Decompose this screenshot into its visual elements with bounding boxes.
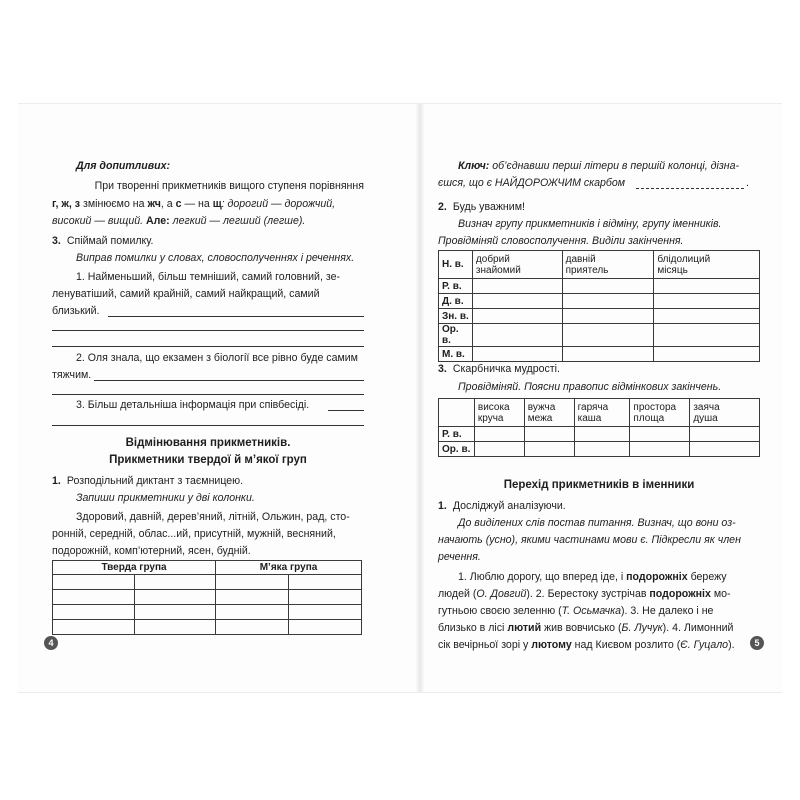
passage-line-2: людей (О. Довгий). 2. Берестоку зустрічав подорожніх мо- bbox=[438, 588, 731, 600]
answer-line[interactable] bbox=[52, 346, 364, 347]
key-line-2: єшся, що є НАЙДОРОЖЧИМ скарбом bbox=[438, 177, 626, 189]
column-header: вужча межа bbox=[524, 399, 574, 427]
groups-table bbox=[52, 560, 362, 635]
table-cell[interactable] bbox=[134, 605, 216, 620]
row-header: Зн. в. bbox=[439, 309, 473, 324]
row-header: М. в. bbox=[439, 347, 473, 362]
key-line-1: Ключ: об’єднавши перші літери в першій колонці, дізна- bbox=[458, 160, 740, 172]
table-cell[interactable] bbox=[574, 442, 630, 457]
header-hard-group: Тверда група bbox=[53, 561, 216, 575]
book-gutter bbox=[415, 104, 425, 692]
row-header: Ор. в. bbox=[439, 442, 475, 457]
ex3-item2-line1: 2. Оля знала, що екзамен з біології все рівно буде самим bbox=[76, 352, 358, 364]
table-cell[interactable] bbox=[472, 324, 562, 347]
section-title-line-1: Відмінювання прикметників. bbox=[125, 437, 291, 449]
curious-text-line-1: При творенні прикметників вищого ступеня порівняння bbox=[94, 180, 364, 192]
ex1-heading: 1. Розподільний диктант з таємницею. bbox=[52, 475, 244, 487]
table-cell[interactable] bbox=[562, 309, 654, 324]
table-cell[interactable] bbox=[53, 620, 135, 635]
ex3-heading: 3. Скарбничка мудрості. bbox=[438, 363, 560, 375]
passage-line-4: близько в лісі лютий жив вовчисько (Б. Лучук). 4. Лимонний bbox=[438, 622, 734, 634]
section-title-line-2: Прикметники твердої й м’якої груп bbox=[109, 454, 307, 466]
table-cell[interactable] bbox=[654, 324, 760, 347]
row-header: Р. в. bbox=[439, 279, 473, 294]
left-page bbox=[48, 104, 364, 692]
table-cell[interactable] bbox=[524, 427, 574, 442]
ex3-heading: 3. Спіймай помилку. bbox=[52, 235, 154, 247]
ex1-heading: 1. Досліджуй аналізуючи. bbox=[438, 500, 566, 512]
table-cell[interactable] bbox=[654, 294, 760, 309]
table-cell[interactable] bbox=[289, 590, 362, 605]
ex2-heading: 2. Будь уважним! bbox=[438, 201, 525, 213]
answer-line[interactable] bbox=[328, 410, 364, 411]
table-cell[interactable] bbox=[216, 590, 289, 605]
ex3-item1-line3: близький. bbox=[52, 305, 100, 317]
ex1-words-line1: Здоровий, давній, дерев’яний, літній, Ольжин, рад, сто- bbox=[76, 511, 350, 523]
passage-line-3: гутньою своєю зеленню (Т. Осьмачка). 3. Не далеко і не bbox=[438, 605, 714, 617]
table-cell[interactable] bbox=[289, 620, 362, 635]
column-header: висока круча bbox=[474, 399, 524, 427]
table-cell[interactable] bbox=[472, 309, 562, 324]
table-cell[interactable] bbox=[289, 605, 362, 620]
answer-line[interactable] bbox=[108, 316, 364, 317]
table-cell[interactable] bbox=[474, 427, 524, 442]
column-header: блідолиций місяць bbox=[654, 251, 760, 279]
table-cell[interactable] bbox=[472, 279, 562, 294]
ex3-item1-line1: 1. Найменьший, більш темніший, самий головний, зе- bbox=[76, 271, 340, 283]
table-cell[interactable] bbox=[216, 575, 289, 590]
table-cell[interactable] bbox=[134, 620, 216, 635]
section-title: Перехід прикметників в іменники bbox=[503, 479, 695, 491]
table-cell[interactable] bbox=[134, 575, 216, 590]
table-cell[interactable] bbox=[472, 294, 562, 309]
ex1-instruction-3: речення. bbox=[438, 551, 481, 563]
column-header: простора площа bbox=[630, 399, 690, 427]
ex1-words-line2: ронній, середній, облас...ий, присутній, мужній, весняний, bbox=[52, 528, 336, 540]
page-number-badge: 4 bbox=[44, 636, 58, 650]
declension-table bbox=[438, 250, 760, 362]
table-cell[interactable] bbox=[630, 442, 690, 457]
table-cell[interactable] bbox=[690, 427, 760, 442]
table-cell[interactable] bbox=[289, 575, 362, 590]
table-cell[interactable] bbox=[562, 324, 654, 347]
table-cell[interactable] bbox=[53, 590, 135, 605]
ex3-item1-line2: ленуватіший, самий крайній, самий найкращий, самий bbox=[52, 288, 320, 300]
ex3-item3: 3. Більш детальніша інформація при співбесіді. bbox=[76, 399, 310, 411]
column-header: добрий знайомий bbox=[472, 251, 562, 279]
table-cell[interactable] bbox=[53, 605, 135, 620]
ex3-item2-line2: тяжчим. bbox=[52, 369, 92, 381]
ex3-instruction: Провідміняй. Поясни правопис відмінкових закінчень. bbox=[458, 381, 722, 393]
row-header: Р. в. bbox=[439, 427, 475, 442]
table-cell[interactable] bbox=[654, 279, 760, 294]
table-cell[interactable] bbox=[524, 442, 574, 457]
table-cell[interactable] bbox=[654, 347, 760, 362]
column-header: гаряча каша bbox=[574, 399, 630, 427]
book-spread bbox=[18, 103, 782, 693]
passage-line-1: 1. Люблю дорогу, що вперед іде, і подорожніх бережу bbox=[458, 571, 727, 583]
wisdom-table bbox=[438, 398, 760, 457]
page-number-badge: 5 bbox=[750, 636, 764, 650]
answer-line[interactable] bbox=[52, 394, 364, 395]
row-header: Д. в. bbox=[439, 294, 473, 309]
ex1-instruction: Запиши прикметники у дві колонки. bbox=[76, 492, 255, 504]
table-cell[interactable] bbox=[574, 427, 630, 442]
table-cell[interactable] bbox=[562, 347, 654, 362]
right-page bbox=[438, 104, 760, 692]
key-answer-line[interactable] bbox=[636, 188, 744, 189]
column-header: давній приятель bbox=[562, 251, 654, 279]
key-period: . bbox=[746, 177, 749, 189]
ex1-words-line3: подорожній, комп’ютерний, ясен, будній. bbox=[52, 545, 251, 557]
table-cell[interactable] bbox=[654, 309, 760, 324]
table-cell[interactable] bbox=[562, 294, 654, 309]
ex3-instruction: Виправ помилки у словах, словосполученнях і реченнях. bbox=[76, 252, 355, 264]
answer-line[interactable] bbox=[52, 425, 364, 426]
table-cell[interactable] bbox=[216, 605, 289, 620]
header-soft-group: М’яка група bbox=[216, 561, 362, 575]
answer-line[interactable] bbox=[94, 380, 364, 381]
passage-line-5: сік вечірньої зорі у лютому над Києвом розлито (Є. Гуцало). bbox=[438, 639, 735, 651]
table-cell[interactable] bbox=[690, 442, 760, 457]
table-cell[interactable] bbox=[216, 620, 289, 635]
table-cell[interactable] bbox=[134, 590, 216, 605]
table-cell[interactable] bbox=[472, 347, 562, 362]
ex2-instruction-2: Провідміняй словосполучення. Виділи закінчення. bbox=[438, 235, 684, 247]
curious-title: Для допитливих: bbox=[76, 160, 171, 172]
ex2-instruction-1: Визнач групу прикметників і відміну, групу іменників. bbox=[458, 218, 722, 230]
row-header: Ор. в. bbox=[439, 324, 473, 347]
row-header: Н. в. bbox=[439, 251, 473, 279]
curious-text-line-2: г, ж, з змінюємо на жч, а с — на щ: дорогий — дорожчий, bbox=[52, 198, 336, 210]
table-cell[interactable] bbox=[562, 279, 654, 294]
ex1-instruction-2: начають (усно), якими частинами мови є. Підкресли як член bbox=[438, 534, 741, 546]
ex1-instruction-1: До виділених слів постав питання. Визнач, що вони оз- bbox=[458, 517, 736, 529]
curious-text-line-3: високий — вищий. Але: легкий — легший (легше). bbox=[52, 215, 306, 227]
column-header: заяча душа bbox=[690, 399, 760, 427]
answer-line[interactable] bbox=[52, 330, 364, 331]
empty-corner-cell bbox=[439, 399, 475, 427]
table-cell[interactable] bbox=[53, 575, 135, 590]
table-cell[interactable] bbox=[474, 442, 524, 457]
table-cell[interactable] bbox=[630, 427, 690, 442]
